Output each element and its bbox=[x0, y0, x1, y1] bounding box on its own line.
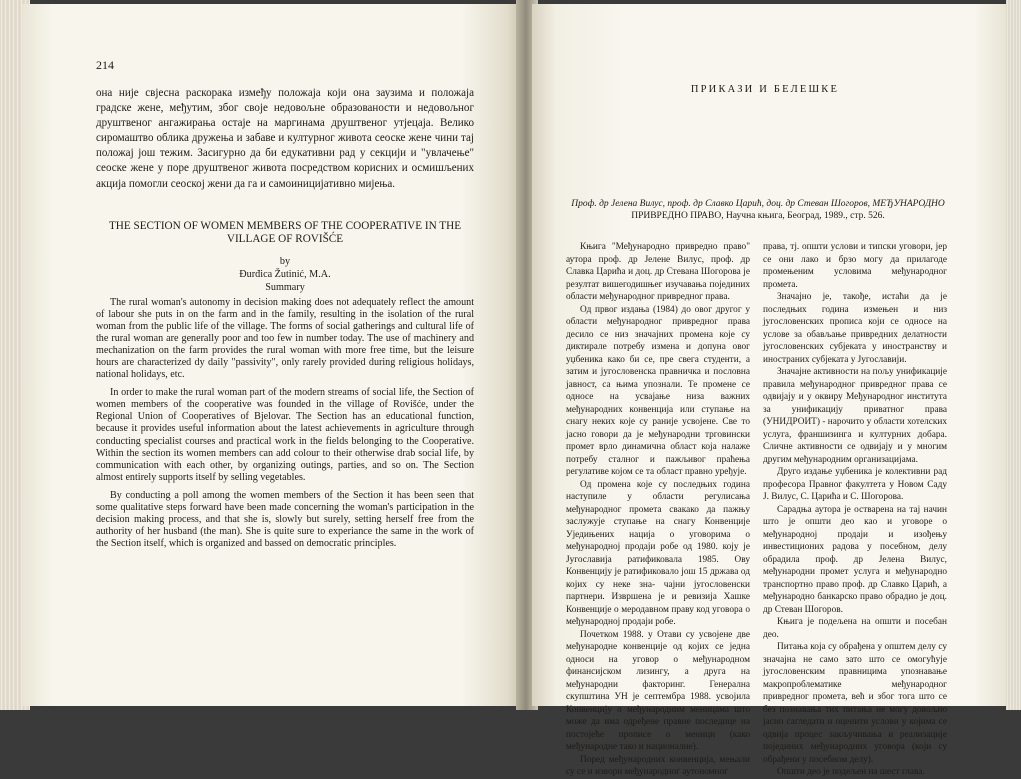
review-paragraph: Сарадња аутора је остварена на тај начин што је општи део као и уговоре о међународној продаји и изођењу инвестиционих радова у посебном, делу обрадила проф. др Јелена Вилус, међународни промет услуга и међународно транспортно право проф. др Славко Царић, а међународно банкарско право обрадио је доц. др Стеван Шогоров. bbox=[763, 504, 947, 615]
summary-paragraph: The rural woman's autonomy in decision making does not adequately reflect the amount of labour she puts in on the farm and in the family, resulting in the isolation of the rural woman from the public life of the village. The forms of social gatherings and cultural life of the rural woman are generally poor and too few in number today. The use of machinery and mechanization on the farm provides the rural woman with more free time, but the leisure hours are characterized dy daily "passivity", only rarely provided during religious holidays, national holidays, etc. bbox=[96, 297, 474, 381]
reference-line-2: ПРИВРЕДНО ПРАВО, Научна књига, Београд, 1989., стр. 526. bbox=[631, 210, 885, 221]
review-paragraph: Поред међународних конвенција, мењали су се и извори међународног аутономног bbox=[566, 754, 750, 777]
byline bbox=[100, 256, 470, 294]
book-reference bbox=[568, 199, 948, 222]
review-paragraph: Књига је подељена на општи и посебан део. bbox=[763, 617, 947, 640]
review-column-2 bbox=[763, 241, 947, 779]
review-paragraph: Значајне активности на пољу унификације правила међународног привредног права се одвијају и у оквиру Међународног института за унификацију приватног права (УНИДРОИТ) - нарочито у области хотелских услуга, франшизинга и културних добара. Сличне активности се одвијају и у многим другим међународним организацијама. bbox=[763, 367, 947, 465]
summary-label: Summary bbox=[265, 281, 305, 293]
right-page-edges bbox=[1006, 0, 1021, 710]
page-number: 214 bbox=[96, 58, 114, 72]
review-paragraph: Значајно је, такође, истаћи да је последњих година измењен и низ југословенских прописа који се односе на услове за обављање привредних делатности југословенских субјеката у иностранству и иностраних субјеката у Југославији. bbox=[763, 292, 947, 365]
article-title-line-2: VILLAGE OF ROVIŠĆE bbox=[226, 232, 344, 245]
review-paragraph: Питања која су обрађена у општем делу су значајна не само зато што се омогућује југословенским правницима упознавање макропроблематике међународног привредног промета, већ и због тога што се без познавања тих питања не могу довољно јасно сагледати и оценити услови у којима се одвија процес закључивања и реализације појединих међународних уговора (који су обрађени у посебном делу). bbox=[763, 642, 947, 765]
review-paragraph: Од првог издања (1984) до овог другог у области међународног привредног права десило се низ значајних промена које су диктирале потребу измена и допуна овог уџбеника како би се, пре свега студенти, а затим и југословенска правничка и пословна јавност, са њима упознали. Те промене се односе на усвајање низа важних међународних конвенција или ступање на снагу неких које су раније усвојене. Све то јасно говори да је међународни трговински промет врло динамична област која налаже потребу сталног и пажљивог праћења регулативе којом се та област правно уређује. bbox=[566, 304, 750, 477]
author-name: Đurđica Žutinić, M.A. bbox=[239, 268, 331, 280]
intro-paragraph: она није свјесна раскорака између положаја који она заузима и положаја градске жене, међутим, због своје недовољне образованости и недовољног друштвеног ангажирања остаје на маргинама друштвеног утјецаја. Велико сиромаштво облика дружења и забаве и културног живота сеоске жене чини тај положај још тежим. Засигурно да би едукативни рад у секцији и "увлачење" сеоске жене у поре друштвеног живота посредством корисних и осмишљених акција помогли сеоској жени да га и самоиницијативно мијења. bbox=[96, 87, 474, 190]
review-paragraph: Од промена које су последњих година наступиле у области регулисања међународног промета свакако да пажњу заслужује ступање на снагу Конвенције Уједињених нација о уговорима о међународној продаји робе од 1980. коју је Југославија ратификовала 1985. Ову Конвенцију је ратификовало још 15 држава од којих су неке зна- чајни југословенски партнери. Извршена је и ревизија Хашке Конвенције о меродавном праву код уговора о међународној продаји робе. bbox=[566, 479, 750, 627]
reference-line-1: Проф. др Јелена Вилус, проф. др Славко Царић, доц. др Стеван Шогоров, МЕЂУНАРОДНО bbox=[571, 199, 945, 209]
summary-paragraph: By conducting a poll among the women members of the Section it has been seen that some qualitative steps forward have been made concerning the woman's participation in the decision making process, and that she is, slowly but surely, setting herself free from the authority of her husband (the man). She is quite sure to experiance the same in the work of the Section itself, which is organized and bassed on democratic principles. bbox=[96, 489, 474, 549]
by-label: by bbox=[279, 256, 291, 267]
review-paragraph: Почетком 1988. у Отави су усвојене две међународне конвенције од којих се једна односи на уговор о међународном финансијском лизингу, а друга на међународни факторинг. Генерална скупштина УН је септембра 1988. усвојила Конвенцију о међународним меницама што може да има одређене правне последице на постојеће прописе о меници (како међународне тако и националне). bbox=[566, 629, 750, 752]
summary-body bbox=[96, 297, 474, 550]
article-title-line-1: THE SECTION OF WOMEN MEMBERS OF THE COOPERATIVE IN THE bbox=[108, 220, 462, 232]
review-paragraph: Друго издање уџбеника је колективни рад професора Правног факултета у Новом Саду Ј. Вилус, С. Царића и С. Шогорова. bbox=[763, 467, 947, 502]
review-paragraph: Општи део је подељен на шест глава. bbox=[777, 767, 925, 777]
article-title bbox=[100, 220, 470, 245]
review-column-1 bbox=[566, 241, 750, 779]
review-paragraph: права, тј. општи услови и типски уговори, јер се они лако и брзо могу да прилагоде промењеним условима међународног промета. bbox=[763, 242, 947, 290]
summary-paragraph: In order to make the rural woman part of the modern streams of social life, the Section of women members of the cooperative was founded in the village of Rovišće, under the Regional Union of Cooperatives of Bjelovar. The Section has an educational function, because it provides useful information about the latest achievements in agriculture through conducting specialist courses and practical work in the fields belonging to the Cooperative. Within the section its women members can add colour to their otherwise drab social life, by communication with each other, by organizing outings, parties, and so on. The Section almost entirely supports itself by selling vegetables. bbox=[96, 387, 474, 483]
review-paragraph: Књига "Међународно привредно право" аутора проф. др Јелене Вилус, проф. др Славка Царића и доц. др Стевана Шогорова је резултат вишегодишњег изучавања појединих области међународног привредног права. bbox=[566, 242, 750, 302]
running-head: ПРИКАЗИ И БЕЛЕШКЕ bbox=[690, 84, 840, 95]
